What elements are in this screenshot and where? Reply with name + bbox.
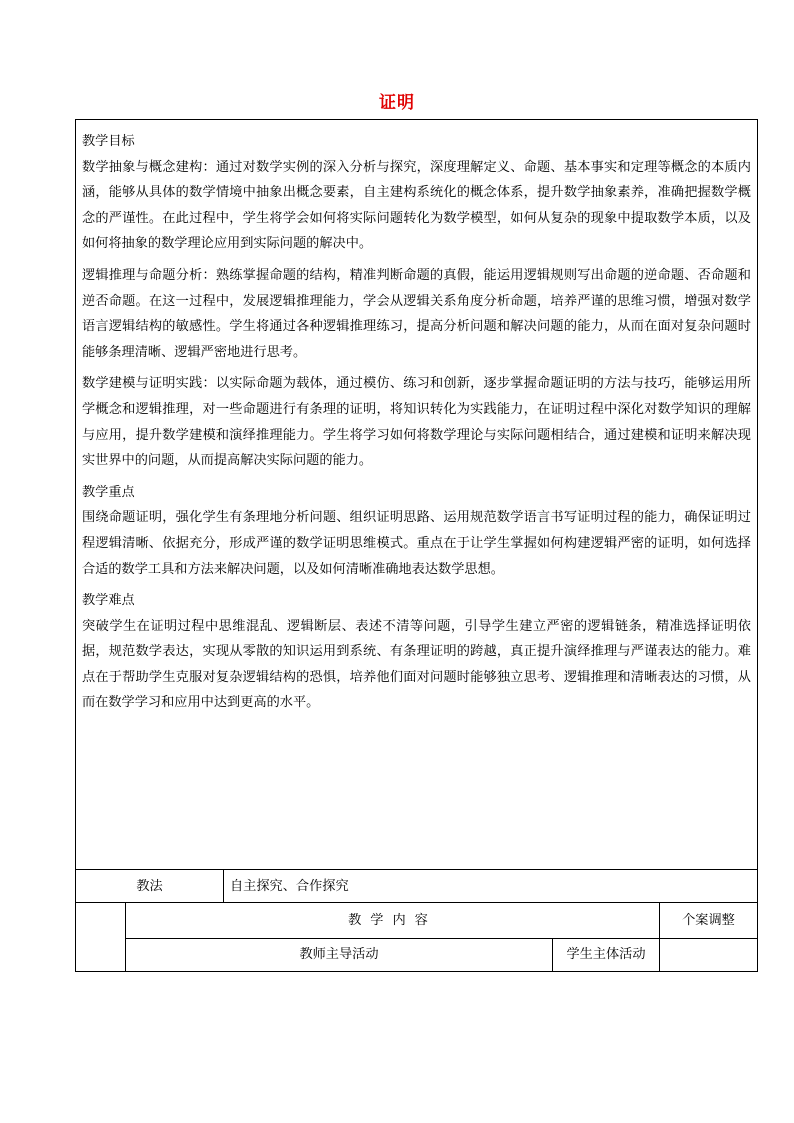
key-points-heading: 教学重点 — [82, 484, 135, 500]
difficulties-heading: 教学难点 — [82, 593, 135, 609]
document-title: 证明 — [379, 93, 415, 113]
goals-paragraph-2: 逻辑推理与命题分析：熟练掌握命题的结构，精准判断命题的真假，能运用逻辑规则写出命题的逆命题、否命题和逆否命题。在这一过程中，发展逻辑推理能力，学会从逻辑关系角度分析命题，培养严谨的思维习惯，增强对数学语言逻辑结构的敏感性。学生将通过各种逻辑推理练习，提高分析问题和解决问题的能力，从而在面对复杂问题时能够条理清晰、逻辑严密地进行思考。 — [82, 267, 751, 360]
method-row — [76, 870, 757, 903]
difficulties-text: 突破学生在证明过程中思维混乱、逻辑断层、表述不清等问题，引导学生建立严密的逻辑链条，精准选择证明依据，规范数学表达，实现从零散的知识运用到系统、有条理证明的跨越，真正提升演绎推理与严谨表达的能力。难点在于帮助学生克服对复杂逻辑结构的恐惧，培养他们面对问题时能够独立思考、逻辑推理和清晰表达的习惯，从而在数学学习和应用中达到更高的水平。 — [82, 618, 751, 711]
teacher-activity-header: 教师主导活动 — [126, 939, 553, 971]
objectives-cell — [76, 120, 757, 870]
key-points-text: 围绕命题证明，强化学生有条理地分析问题、组织证明思路、运用规范数学语言书写证明过程的能力，确保证明过程逻辑清晰、依据充分，形成严谨的数学证明思维模式。重点在于让学生掌握如何构建逻辑严密的证明，如何选择合适的数学工具和方法来解决问题，以及如何清晰准确地表达数学思想。 — [82, 510, 751, 577]
student-activity-header: 学生主体活动 — [553, 939, 660, 971]
content-header-row — [126, 903, 757, 939]
method-value: 自主探究、合作探究 — [230, 879, 349, 894]
goals-paragraph-1: 数学抽象与概念建构：通过对数学实例的深入分析与探究，深度理解定义、命题、基本事实和定理等概念的本质内涵，能够从具体的数学情境中抽象出概念要素，自主建构系统化的概念体系，提升数学抽象素养，准确把握数学概念的严谨性。在此过程中，学生将学会如何将实际问题转化为数学模型，如何从复杂的现象中提取数学本质，以及如何将抽象的数学理论应用到实际问题的解决中。 — [82, 159, 751, 252]
lesson-plan-table — [75, 119, 758, 972]
method-label: 教法 — [76, 870, 224, 903]
blank-cell — [76, 903, 126, 971]
case-adjustment-header: 个案调整 — [682, 913, 735, 928]
goals-heading: 教学目标 — [82, 134, 135, 149]
teaching-content-header: 教学内容 — [126, 903, 660, 938]
activity-header-row — [126, 939, 757, 971]
content-header-block — [76, 903, 757, 971]
goals-paragraph-3: 数学建模与证明实践：以实际命题为载体，通过模仿、练习和创新，逐步掌握命题证明的方法与技巧，能够运用所学概念和逻辑推理，对一些命题进行有条理的证明，将知识转化为实践能力，在证明过程中深化对数学知识的理解与应用，提升数学建模和演绎推理能力。学生将学习如何将数学理论与实际问题相结合，通过建模和证明来解决现实世界中的问题，从而提高解决实际问题的能力。 — [82, 376, 751, 469]
